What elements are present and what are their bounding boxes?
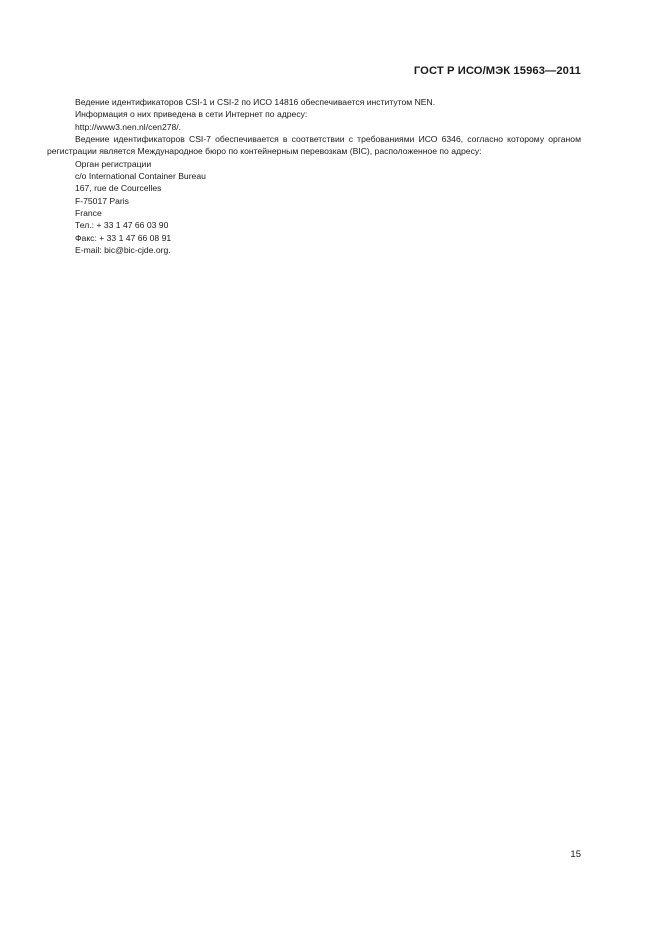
address-fax: Факс: + 33 1 47 66 08 91: [75, 232, 172, 243]
address-line: Орган регистрации: [75, 158, 152, 169]
page-number: 15: [570, 849, 581, 860]
address-phone: Тел.: + 33 1 47 66 03 90: [75, 220, 169, 231]
standard-code-header: ГОСТ Р ИСО/МЭК 15963—2011: [413, 65, 581, 77]
address-line: F-75017 Paris: [75, 195, 129, 206]
address-email: E-mail: bic@bic-cjde.org.: [75, 245, 171, 256]
address-line: 167, rue de Courcelles: [75, 183, 162, 194]
paragraph-csi7-maintenance: Ведение идентификаторов CSI-7 обеспечивается в соответствии с требованиями ИСО 6346, согласно которому органом регистрации является Международное бюро по контейнерным перевозкам (BIC), расположенное по адресу:: [47, 134, 581, 157]
registration-address-block: [47, 158, 581, 257]
body-text: [47, 96, 581, 256]
paragraph-csi-maintenance: Ведение идентификаторов CSI-1 и CSI-2 по ИСО 14816 обеспечивается институтом NEN.: [75, 97, 436, 107]
address-line: France: [75, 208, 102, 219]
paragraph-internet-info: Информация о них приведена в сети Интернет по адресу:: [75, 109, 308, 120]
paragraph-url: http://www3.nen.nl/cen278/.: [75, 121, 182, 132]
address-line: c/o International Container Bureau: [75, 171, 206, 182]
